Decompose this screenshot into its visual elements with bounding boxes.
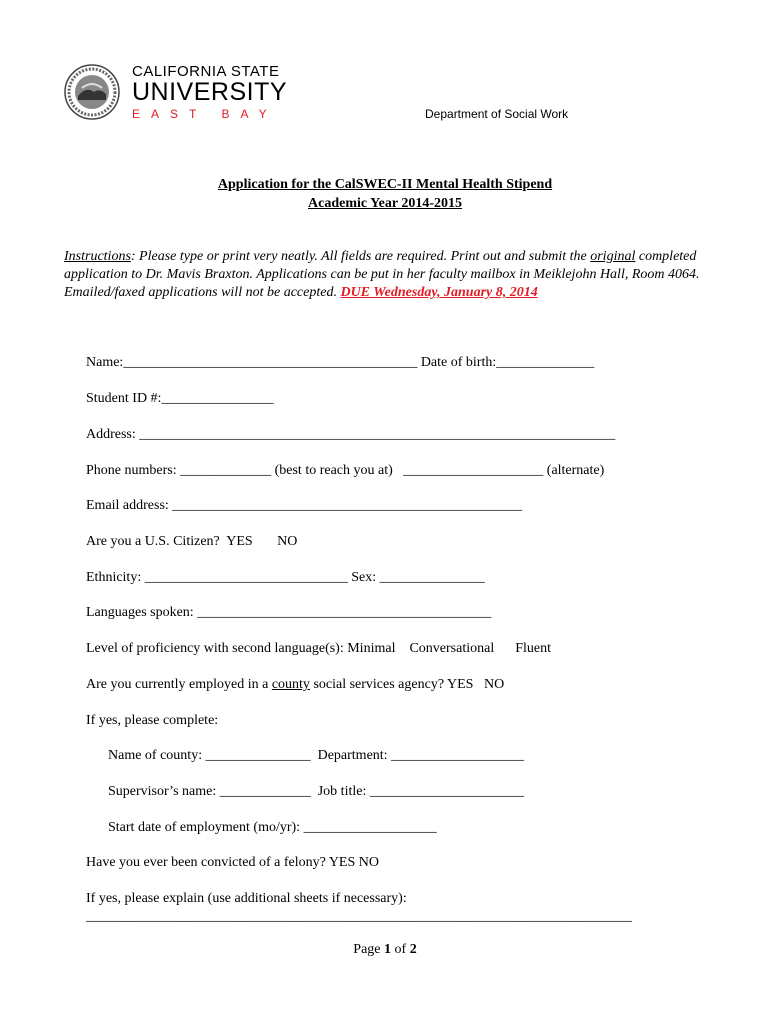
instructions-text-1: : Please type or print very neatly. All fields are required. Print out and submit the — [130, 249, 591, 264]
if-yes-label: If yes, please complete: — [86, 713, 219, 728]
logo-line-1: CALIFORNIA STATE — [132, 63, 280, 80]
felony-question[interactable]: Have you ever been convicted of a felony? YES NO — [86, 855, 379, 870]
logo-line-2: UNIVERSITY — [132, 78, 288, 106]
employment-question-pre: Are you currently employed in a — [86, 677, 272, 692]
employment-question-post: social services agency? YES NO — [309, 677, 505, 692]
explain-label: If yes, please explain (use additional sheets if necessary): — [86, 891, 407, 906]
page-of: of — [391, 942, 410, 957]
county-department-field[interactable]: Name of county: _______________ Department: ___________________ — [108, 748, 525, 763]
employment-question[interactable] — [86, 677, 504, 693]
name-dob-field[interactable]: Name:__________________________________________ Date of birth:______________ — [86, 355, 595, 370]
employment-question-county: county — [271, 677, 310, 692]
proficiency-question[interactable]: Level of proficiency with second language(s): Minimal Conversational Fluent — [86, 641, 551, 656]
form-title: Application for the CalSWEC-II Mental Health Stipend — [217, 177, 553, 192]
university-wordmark — [132, 64, 287, 122]
start-date-field[interactable]: Start date of employment (mo/yr): ___________________ — [108, 820, 437, 835]
university-seal-logo — [64, 64, 120, 120]
languages-field[interactable]: Languages spoken: __________________________________________ — [86, 605, 492, 620]
department-name: Department of Social Work — [425, 107, 569, 121]
instructions — [64, 248, 704, 302]
page-total: 2 — [409, 942, 417, 957]
ethnicity-sex-field[interactable]: Ethnicity: _____________________________ Sex: _______________ — [86, 570, 485, 585]
address-field[interactable]: Address: ____________________________________________________________________ — [86, 427, 616, 442]
email-field[interactable]: Email address: __________________________________________________ — [86, 498, 523, 513]
supervisor-jobtitle-field[interactable]: Supervisor’s name: _____________ Job title: ______________________ — [108, 784, 524, 799]
form-subtitle: Academic Year 2014-2015 — [308, 196, 462, 211]
page-current: 1 — [384, 942, 392, 957]
page-prefix: Page — [353, 942, 385, 957]
instructions-text-2: completed application to Dr. Mavis Braxton. Applications can be put in her faculty mailbox in Meiklejohn Hall, Room 4064. Emailed/faxed applications will not be accepted. — [64, 249, 700, 300]
citizen-question[interactable]: Are you a U.S. Citizen? YES NO — [86, 534, 298, 549]
page-number — [0, 942, 770, 958]
logo-line-3: EAST BAY — [132, 107, 278, 121]
explain-field[interactable]: ______________________________________________________________________________ — [86, 909, 632, 924]
instructions-original: original — [590, 249, 636, 264]
instructions-label: Instructions — [64, 249, 131, 264]
due-date: DUE Wednesday, January 8, 2014 — [340, 285, 538, 300]
phone-field[interactable]: Phone numbers: _____________ (best to reach you at) ____________________ (alternate) — [86, 463, 605, 478]
student-id-field[interactable]: Student ID #:________________ — [86, 391, 274, 406]
